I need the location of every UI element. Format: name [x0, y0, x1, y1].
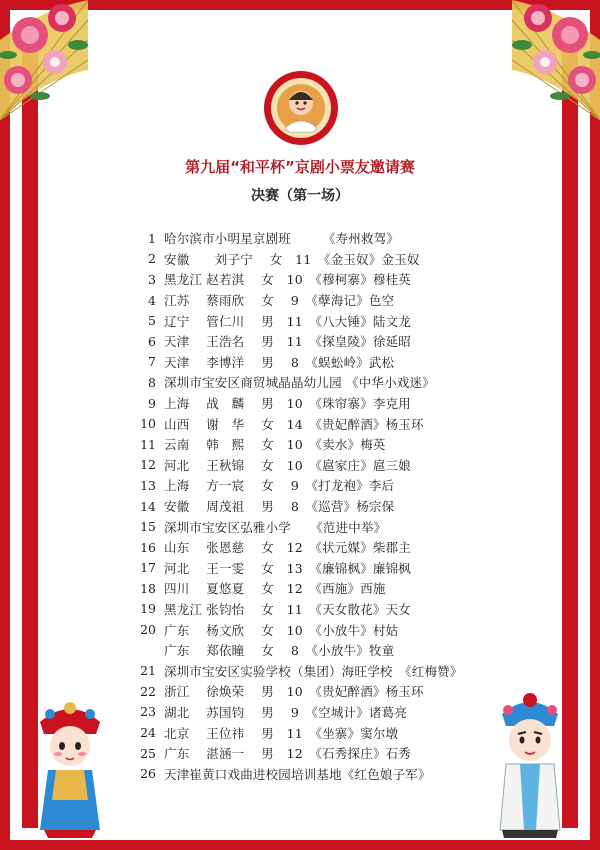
- entry-text: 深圳市宝安区弘雅小学 《范进中举》: [164, 519, 387, 535]
- entry-number: 19: [140, 601, 156, 617]
- entry-text: 江苏 蔡雨欣 女 9 《孽海记》色空: [164, 293, 395, 309]
- list-item: [134, 558, 534, 579]
- list-item: [134, 640, 534, 661]
- list-item: [134, 352, 534, 373]
- entry-text: 天津 王浩名 男 11 《探皇陵》徐延昭: [164, 334, 412, 350]
- entry-text: 北京 王位祎 男 11 《坐寨》窦尔墩: [164, 725, 399, 741]
- entry-text: 广东 郑依瞳 女 8 《小放牛》牧童: [164, 643, 395, 659]
- list-item: [134, 249, 534, 270]
- list-item: [134, 310, 534, 331]
- entry-number: 7: [148, 354, 156, 370]
- list-item: [134, 763, 534, 784]
- entry-text: 哈尔滨市小明星京剧班 《寿州救驾》: [164, 231, 400, 247]
- list-item: [134, 516, 534, 537]
- entry-number: 17: [140, 560, 156, 576]
- entry-number: 5: [148, 313, 156, 329]
- list-item: [134, 393, 534, 414]
- list-item: [134, 228, 534, 249]
- entry-number: 13: [140, 477, 156, 493]
- entry-number: 8: [148, 374, 156, 390]
- entry-text: 上海 方一宸 女 9 《打龙袍》李后: [164, 478, 395, 494]
- entry-text: 辽宁 管仁川 男 11 《八大锤》陆文龙: [164, 313, 412, 329]
- entry-text: 安徽 刘子宁 女 11 《金玉奴》金玉奴: [164, 251, 420, 267]
- list-item: [134, 475, 534, 496]
- flower-fan-decoration-top-right: [508, 0, 600, 120]
- entry-number: 25: [140, 745, 156, 761]
- entry-text: 天津崔黄口戏曲进校园培训基地《红色娘子军》: [164, 766, 431, 782]
- list-item: [134, 269, 534, 290]
- list-item: [134, 331, 534, 352]
- entry-number: 22: [140, 683, 156, 699]
- list-item: [134, 537, 534, 558]
- entry-text: 云南 韩 熙 女 10 《卖水》梅英: [164, 437, 386, 453]
- entry-number: 11: [140, 436, 156, 452]
- list-item: [134, 290, 534, 311]
- entry-number: 6: [148, 333, 156, 349]
- entry-text: 安徽 周茂祖 男 8 《巡营》杨宗保: [164, 499, 395, 515]
- entry-text: 四川 夏悠夏 女 12 《西施》西施: [164, 581, 386, 597]
- list-item: [134, 455, 534, 476]
- entry-number: 26: [140, 766, 156, 782]
- list-item: [134, 681, 534, 702]
- list-item: [134, 660, 534, 681]
- entry-number: 2: [148, 251, 156, 267]
- list-item: [134, 722, 534, 743]
- entry-text: 黑龙江 张钧怡 女 11 《天女散花》天女: [164, 601, 412, 617]
- entry-text: 深圳市宝安区商贸城晶晶幼儿园 《中华小戏迷》: [164, 375, 435, 391]
- entry-number: 3: [148, 271, 156, 287]
- entry-number: 12: [140, 457, 156, 473]
- entry-text: 河北 王一雯 女 13 《廉锦枫》廉锦枫: [164, 560, 412, 576]
- entry-number: 14: [140, 498, 156, 514]
- list-item: [134, 743, 534, 764]
- entry-text: 天津 李博洋 男 8 《蜈蚣岭》武松: [164, 354, 395, 370]
- entry-number: 4: [148, 292, 156, 308]
- entry-text: 上海 战 麟 男 10 《珠帘寨》李克用: [164, 396, 412, 412]
- list-item: [134, 496, 534, 517]
- list-item: [134, 434, 534, 455]
- list-item: [134, 372, 534, 393]
- entry-text: 深圳市宝安区实验学校（集团）海旺学校 《红梅赞》: [164, 663, 463, 679]
- entry-number: 20: [140, 622, 156, 638]
- entry-number: 1: [148, 230, 156, 246]
- entry-number: 18: [140, 580, 156, 596]
- event-subtitle: 决赛（第一场）: [251, 188, 349, 204]
- list-item: [134, 599, 534, 620]
- entry-text: 广东 湛涵一 男 12 《石秀探庄》石秀: [164, 746, 412, 762]
- opera-boy-illustration: [490, 690, 570, 840]
- opera-girl-illustration: [30, 700, 110, 840]
- entry-number: 23: [140, 704, 156, 720]
- competition-logo: [263, 70, 339, 146]
- entry-text: 山东 张恩慈 女 12 《状元媒》柴郡主: [164, 540, 412, 556]
- list-item: [134, 702, 534, 723]
- entry-text: 湖北 苏国钧 男 9 《空城计》诸葛亮: [164, 704, 408, 720]
- entry-text: 黑龙江 赵若淇 女 10 《穆柯寨》穆桂英: [164, 272, 412, 288]
- entry-number: 10: [140, 416, 156, 432]
- entry-number: 24: [140, 725, 156, 741]
- entry-text: 广东 杨文欣 女 10 《小放牛》村姑: [164, 622, 399, 638]
- entry-number: 9: [148, 395, 156, 411]
- entry-text: 山西 谢 华 女 14 《贵妃醉酒》杨玉环: [164, 416, 424, 432]
- entry-text: 河北 王秋锦 女 10 《扈家庄》扈三娘: [164, 457, 412, 473]
- event-title: 第九届“和平杯”京剧小票友邀请赛: [185, 158, 415, 176]
- performer-list: [134, 228, 534, 784]
- flower-fan-decoration-top-left: [0, 0, 92, 120]
- entry-number: 15: [140, 519, 156, 535]
- entry-number: 16: [140, 539, 156, 555]
- entry-number: 21: [140, 663, 156, 679]
- list-item: [134, 578, 534, 599]
- list-item: [134, 413, 534, 434]
- entry-text: 浙江 徐焕荣 男 10 《贵妃醉酒》杨玉环: [164, 684, 424, 700]
- list-item: [134, 619, 534, 640]
